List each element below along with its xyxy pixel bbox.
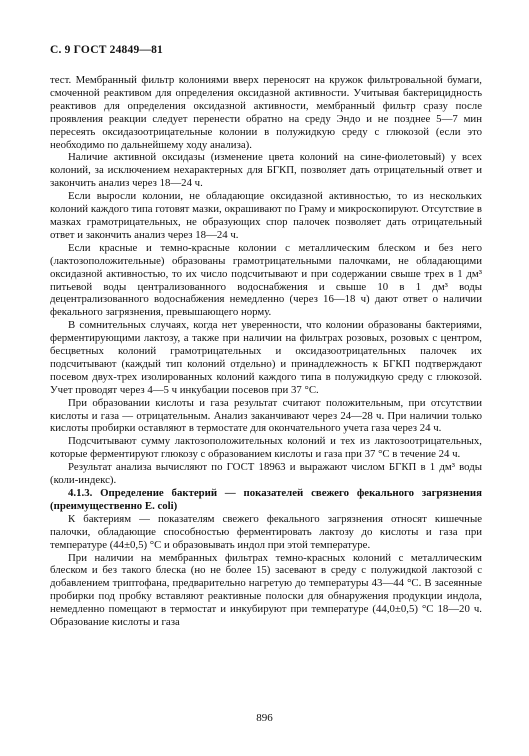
paragraph: При образовании кислоты и газа результат считают положительным, при отсутствии кислоты и газа — отрицательным. Анализ заканчивают через 24—28 ч. При наличии только кислоты пробирки оставляют в термостате для окончательного учета газа через 24 ч.: [50, 396, 482, 435]
paragraph: Результат анализа вычисляют по ГОСТ 18963 и выражают числом БГКП в 1 дм³ воды (коли-индекс).: [50, 461, 482, 487]
document-body: [50, 74, 482, 629]
paragraph: Если выросли колонии, не обладающие оксидазной активностью, то из нескольких колоний каждого типа готовят мазки, окрашивают по Граму и микроскопируют. Отсутствие в мазках грамотрицательных, не образующих спор палочек позволяет дать отрицательный ответ и закончить анализ через 18—24 ч.: [50, 190, 482, 241]
page-header: С. 9 ГОСТ 24849—81: [50, 44, 163, 56]
page-number: 896: [256, 712, 273, 724]
paragraph: К бактериям — показателям свежего фекального загрязнения относят кишечные палочки, обладающие способностью ферментировать лактозу до кислоты и газа при температуре (44±0,5) °С и образовывать индол при этой температуре.: [50, 512, 482, 551]
paragraph: Наличие активной оксидазы (изменение цвета колоний на сине-фиолетовый) у всех колоний, за исключением нехарактерных для БГКП, позволяет дать отрицательный ответ и закончить анализ через 18—24 ч.: [50, 151, 482, 190]
section-heading: 4.1.3. Определение бактерий — показателей свежего фекального загрязнения (преимущественно E. coli): [50, 487, 482, 512]
paragraph: Подсчитывают сумму лактозоположительных колоний и тех из лактозоотрицательных, которые ферментируют глюкозу с образованием кислоты и газа при 37 °С в течение 24 ч.: [50, 435, 482, 461]
paragraph: Если красные и темно-красные колонии с металлическим блеском и без него (лактозоположительные) образованы грамотрицательными палочками, не обладающими оксидазной активностью, то их число подсчитывают и при содержании свыше трех в 1 дм³ питьевой воды централизованного водоснабжения и свыше 10 в 1 дм³ воды децентрализованного водоснабжения немедленно (через 16—18 ч) дают ответ о наличии фекального загрязнения, превышающего норму.: [50, 241, 482, 319]
paragraph: При наличии на мембранных фильтрах темно-красных колоний с металлическим блеском и без такого блеска (но не более 15) засевают в среду с полужидкой лактозой с добавлением триптофана, предварительно нагретую до температуры 43—44 °С. В засеянные пробирки под пробку вставляют реактивные полоски для обнаружения продукции индола, немедленно помещают в термостат и инкубируют при температуре (44,0±0,5) °С 18—20 ч. Образование кислоты и газа: [50, 551, 482, 629]
paragraph: тест. Мембранный фильтр колониями вверх переносят на кружок фильтровальной бумаги, смоченной реактивом для определения оксидазной активности. Учитывая бактерицидность реактивов для определения оксидазной активности, мембранный фильтр сразу после проявления реакции следует перенести обратно на среду Эндо и не позднее 5—7 мин пересеять оксидазоотрицательные колонии в полужидкую среду с глюкозой (если это необходимо по дальнейшему ходу анализа).: [50, 74, 482, 151]
paragraph: В сомнительных случаях, когда нет уверенности, что колонии образованы бактериями, ферментирующими лактозу, а также при наличии на фильтрах розовых, розовых с центром, бесцветных колоний грамотрицательных и оксидазоотрицательных палочек их подсчитывают (каждый тип колоний отдельно) и принадлежность к БГКП подтверждают посевом двух-трех изолированных колоний каждого типа в полужидкую среду с глюкозой. Учет проводят через 4—5 ч инкубации посевов при 37 °С.: [50, 319, 482, 396]
